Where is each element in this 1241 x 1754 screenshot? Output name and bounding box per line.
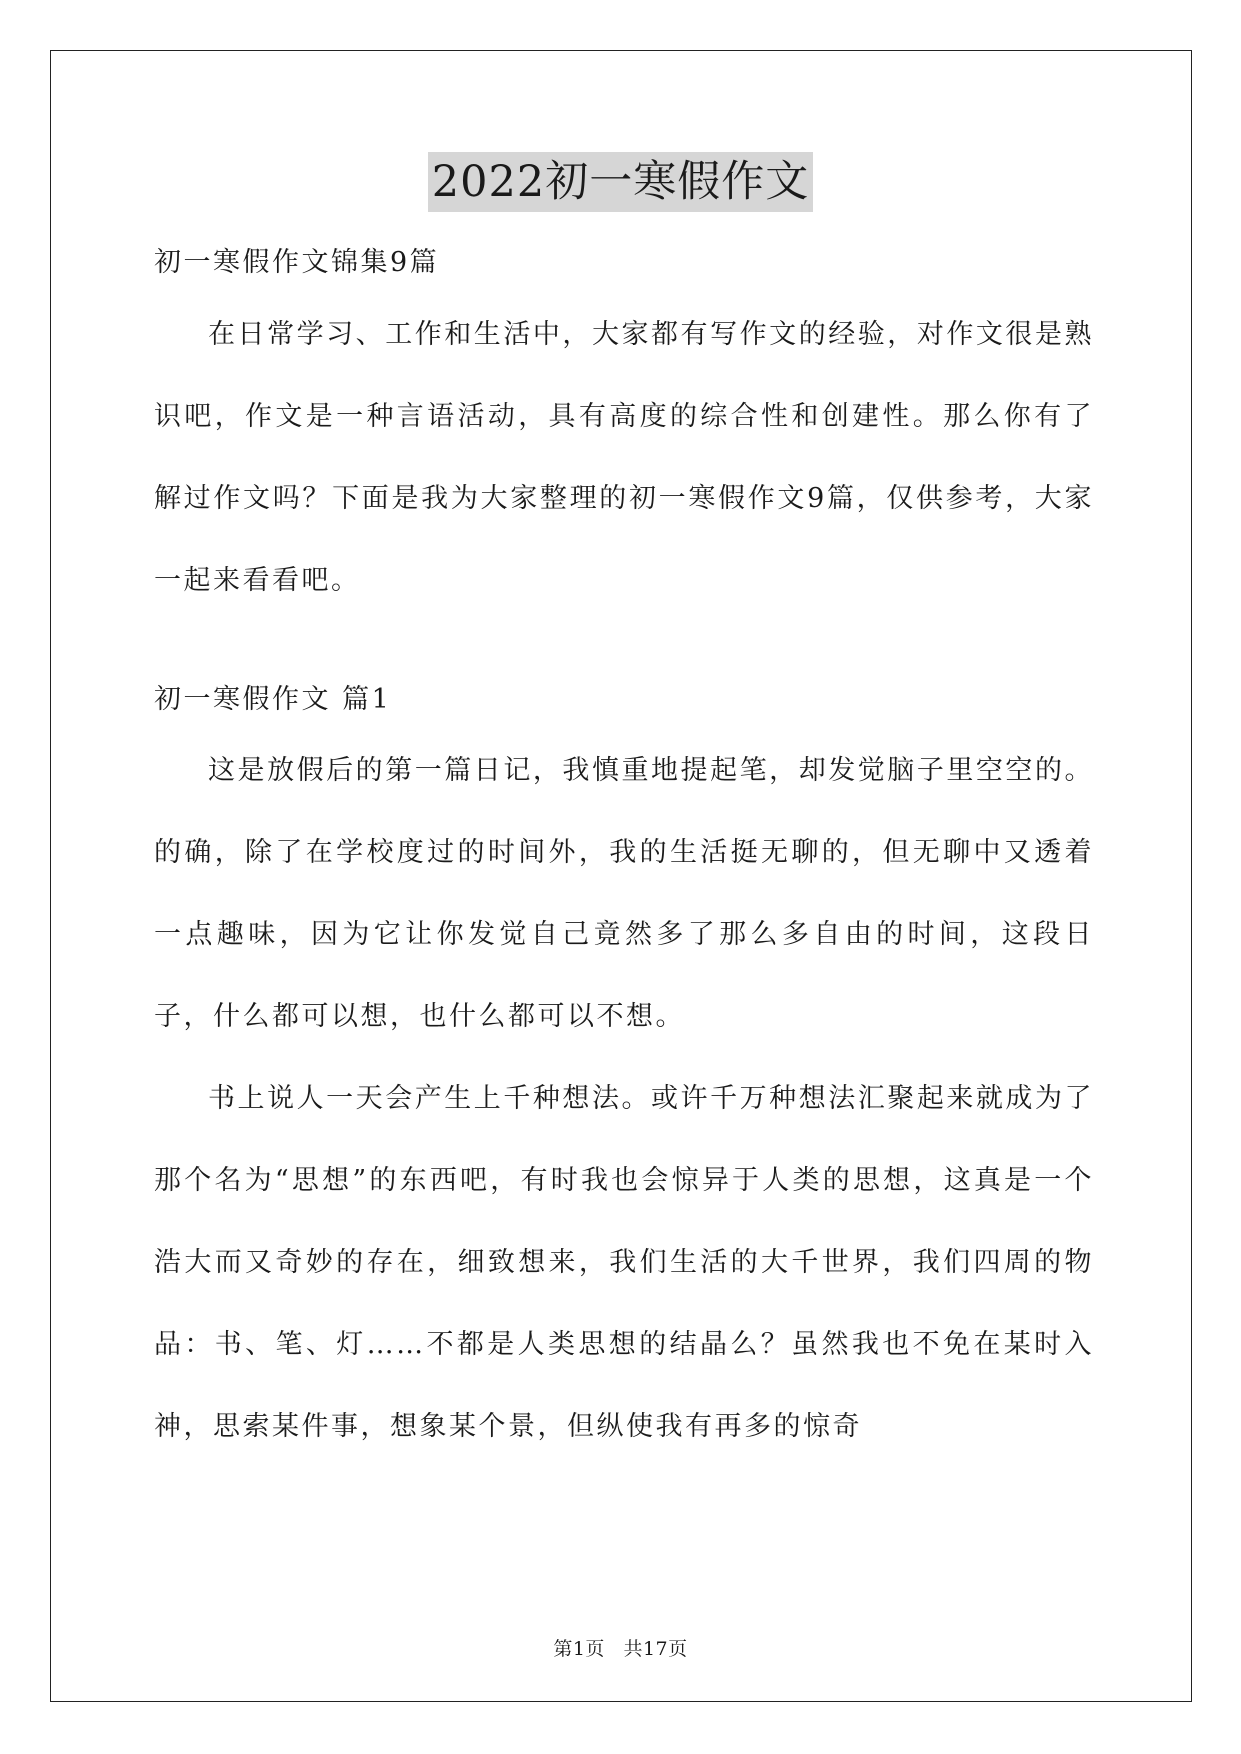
document-title: 2022初一寒假作文 <box>428 152 813 212</box>
section-paragraph: 书上说人一天会产生上千种想法。或许千万种想法汇聚起来就成为了那个名为“思想”的东西吧，有时我也会惊异于人类的思想，这真是一个浩大而又奇妙的存在，细致想来，我们生活的大千世界，我们四周的物品：书、笔、灯……不都是人类思想的结晶么？虽然我也不免在某时入神，思索某件事，想象某个景，但纵使我有再多的惊奇 <box>154 1083 1094 1442</box>
title-container <box>0 152 1241 212</box>
page-footer <box>0 1634 1241 1661</box>
collection-heading: 初一寒假作文锦集9篇 <box>154 247 440 278</box>
section-body <box>154 730 1094 1468</box>
intro-section <box>154 294 1094 622</box>
page-total: 共17页 <box>623 1638 688 1660</box>
page-number: 第1页 <box>553 1638 605 1660</box>
section-heading: 初一寒假作文 篇1 <box>154 684 392 715</box>
section-paragraph: 这是放假后的第一篇日记，我慎重地提起笔，却发觉脑子里空空的。的确，除了在学校度过的时间外，我的生活挺无聊的，但无聊中又透着一点趣味，因为它让你发觉自己竟然多了那么多自由的时间，这段日子，什么都可以想，也什么都可以不想。 <box>154 755 1094 1032</box>
intro-paragraph: 在日常学习、工作和生活中，大家都有写作文的经验，对作文很是熟识吧，作文是一种言语活动，具有高度的综合性和创建性。那么你有了解过作文吗？下面是我为大家整理的初一寒假作文9篇，仅供参考，大家一起来看看吧。 <box>154 319 1094 596</box>
